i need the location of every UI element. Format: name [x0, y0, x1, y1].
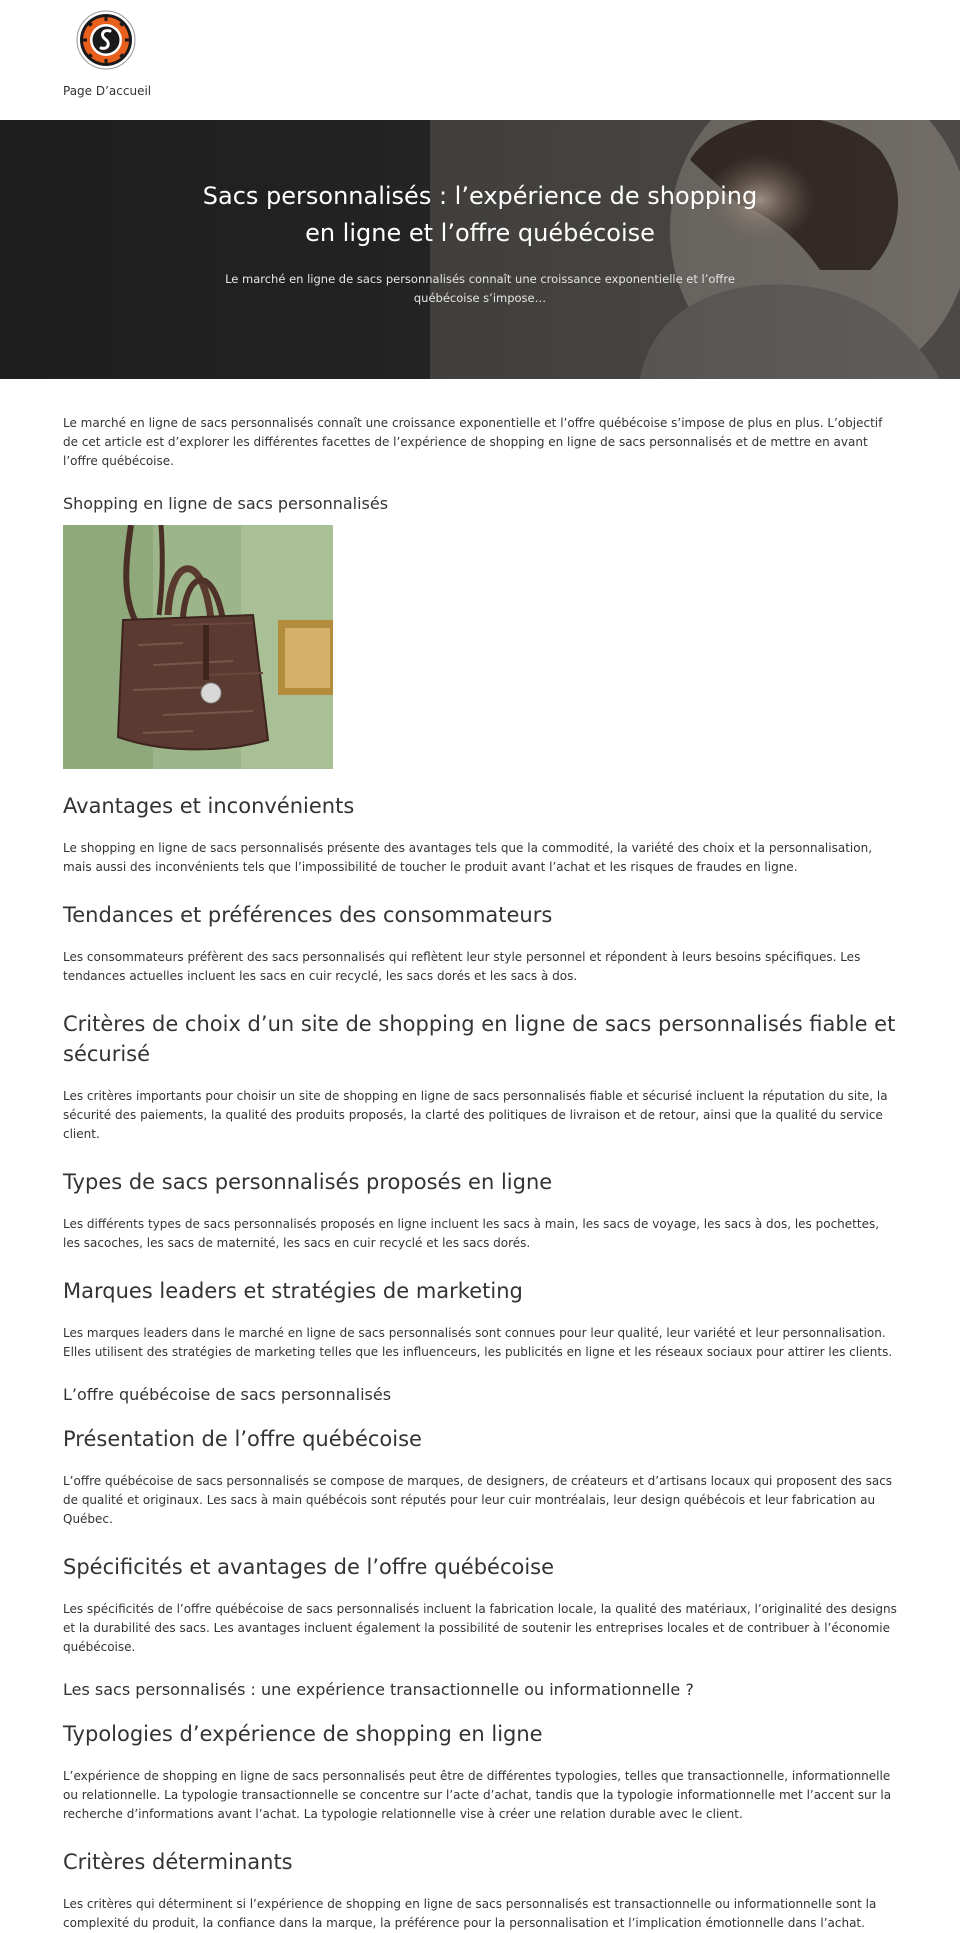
- section-text: Les critères qui déterminent si l’expérience de shopping en ligne de sacs personnalisés est transactionnelle ou informationnelle sont la complexité du produit, la confiance dans la marque, la préférence pour la personnalisation et l’implication émotionnelle dans l’achat.: [63, 1897, 877, 1930]
- section-heading: Présentation de l’offre québécoise: [63, 1427, 422, 1451]
- article-figure: [63, 525, 897, 773]
- section-text: Les différents types de sacs personnalisés proposés en ligne incluent les sacs à main, les sacs de voyage, les sacs à dos, les pochettes, les sacoches, les sacs de maternité, les sacs en cuir recyclé et les sacs dorés.: [63, 1217, 880, 1250]
- home-link[interactable]: Page D’accueil: [63, 84, 152, 98]
- page-title: Sacs personnalisés : l’expérience de shopping en ligne et l’offre québécoise: [202, 182, 758, 247]
- section-heading: Avantages et inconvénients: [63, 794, 355, 818]
- section-heading: Types de sacs personnalisés proposés en ligne: [63, 1170, 553, 1194]
- hero-banner: [0, 120, 960, 379]
- section-heading: Marques leaders et stratégies de marketing: [63, 1279, 523, 1303]
- section-heading: Les sacs personnalisés : une expérience transactionnelle ou informationnelle ?: [63, 1680, 694, 1699]
- brown-leather-handbag-photo: [63, 525, 333, 769]
- section-text: Les consommateurs préfèrent des sacs personnalisés qui reflètent leur style personnel et répondent à leurs besoins spécifiques. Les tendances actuelles incluent les sacs en cuir recyclé, les sacs dorés et les sacs à dos.: [63, 950, 861, 983]
- article-intro: Le marché en ligne de sacs personnalisés connaît une croissance exponentielle et l’offre québécoise s’impose de plus en plus. L’objectif de cet article est d’explorer les différentes facettes de l’expérience de shopping en ligne de sacs personnalisés et de mettre en avant l’offre québécoise.: [63, 416, 883, 468]
- section-heading: Critères déterminants: [63, 1850, 293, 1874]
- section-heading: Shopping en ligne de sacs personnalisés: [63, 494, 389, 513]
- section-heading: Critères de choix d’un site de shopping en ligne de sacs personnalisés fiable et sécurisé: [63, 1012, 896, 1066]
- hero-text: [200, 178, 760, 308]
- article-content: [0, 379, 960, 1933]
- section-text: L’expérience de shopping en ligne de sacs personnalisés peut être de différentes typologies, telles que transactionnelle, informationnelle ou relationnelle. La typologie transactionnelle se concentre sur l’acte d’achat, tandis que la typologie informationnelle met l’accent sur la recherche d’informations avant l’achat. La typologie relationnelle vise à créer une relation durable avec le client.: [63, 1769, 892, 1821]
- section-text: Les critères importants pour choisir un site de shopping en ligne de sacs personnalisés fiable et sécurisé incluent la réputation du site, la sécurité des paiements, la qualité des produits proposés, la clarté des politiques de livraison et de retour, ainsi que la qualité du service client.: [63, 1089, 888, 1141]
- section-text: L’offre québécoise de sacs personnalisés se compose de marques, de designers, de créateurs et d’artisans locaux qui proposent des sacs de qualité et originaux. Les sacs à main québécois sont réputés pour leur cuir montréalais, leur design québécois et leur fabrication au Québec.: [63, 1474, 893, 1526]
- circular-monogram-logo-icon[interactable]: [76, 10, 136, 70]
- section-text: Le shopping en ligne de sacs personnalisés présente des avantages tels que la commodité, la variété des choix et la personnalisation, mais aussi des inconvénients tels que l’impossibilité de toucher le produit avant l’achat et les risques de fraudes en ligne.: [63, 841, 873, 874]
- site-header: [0, 0, 960, 120]
- section-text: Les marques leaders dans le marché en ligne de sacs personnalisés sont connues pour leur qualité, leur variété et leur personnalisation. Elles utilisent des stratégies de marketing telles que les influenceurs, les publicités en ligne et les réseaux sociaux pour attirer les clients.: [63, 1326, 893, 1359]
- hero-subtitle: Le marché en ligne de sacs personnalisés connaît une croissance exponentielle et l’offre québécoise s’impose…: [225, 272, 735, 305]
- section-heading: Spécificités et avantages de l’offre québécoise: [63, 1555, 555, 1579]
- section-heading: L’offre québécoise de sacs personnalisés: [63, 1385, 392, 1404]
- section-heading: Typologies d’expérience de shopping en ligne: [63, 1722, 543, 1746]
- section-text: Les spécificités de l’offre québécoise de sacs personnalisés incluent la fabrication locale, la qualité des matériaux, l’originalité des designs et la durabilité des sacs. Les avantages incluent également la possibilité de soutenir les entreprises locales et de contribuer à l’économie québécoise.: [63, 1602, 897, 1654]
- section-heading: Tendances et préférences des consommateurs: [63, 903, 553, 927]
